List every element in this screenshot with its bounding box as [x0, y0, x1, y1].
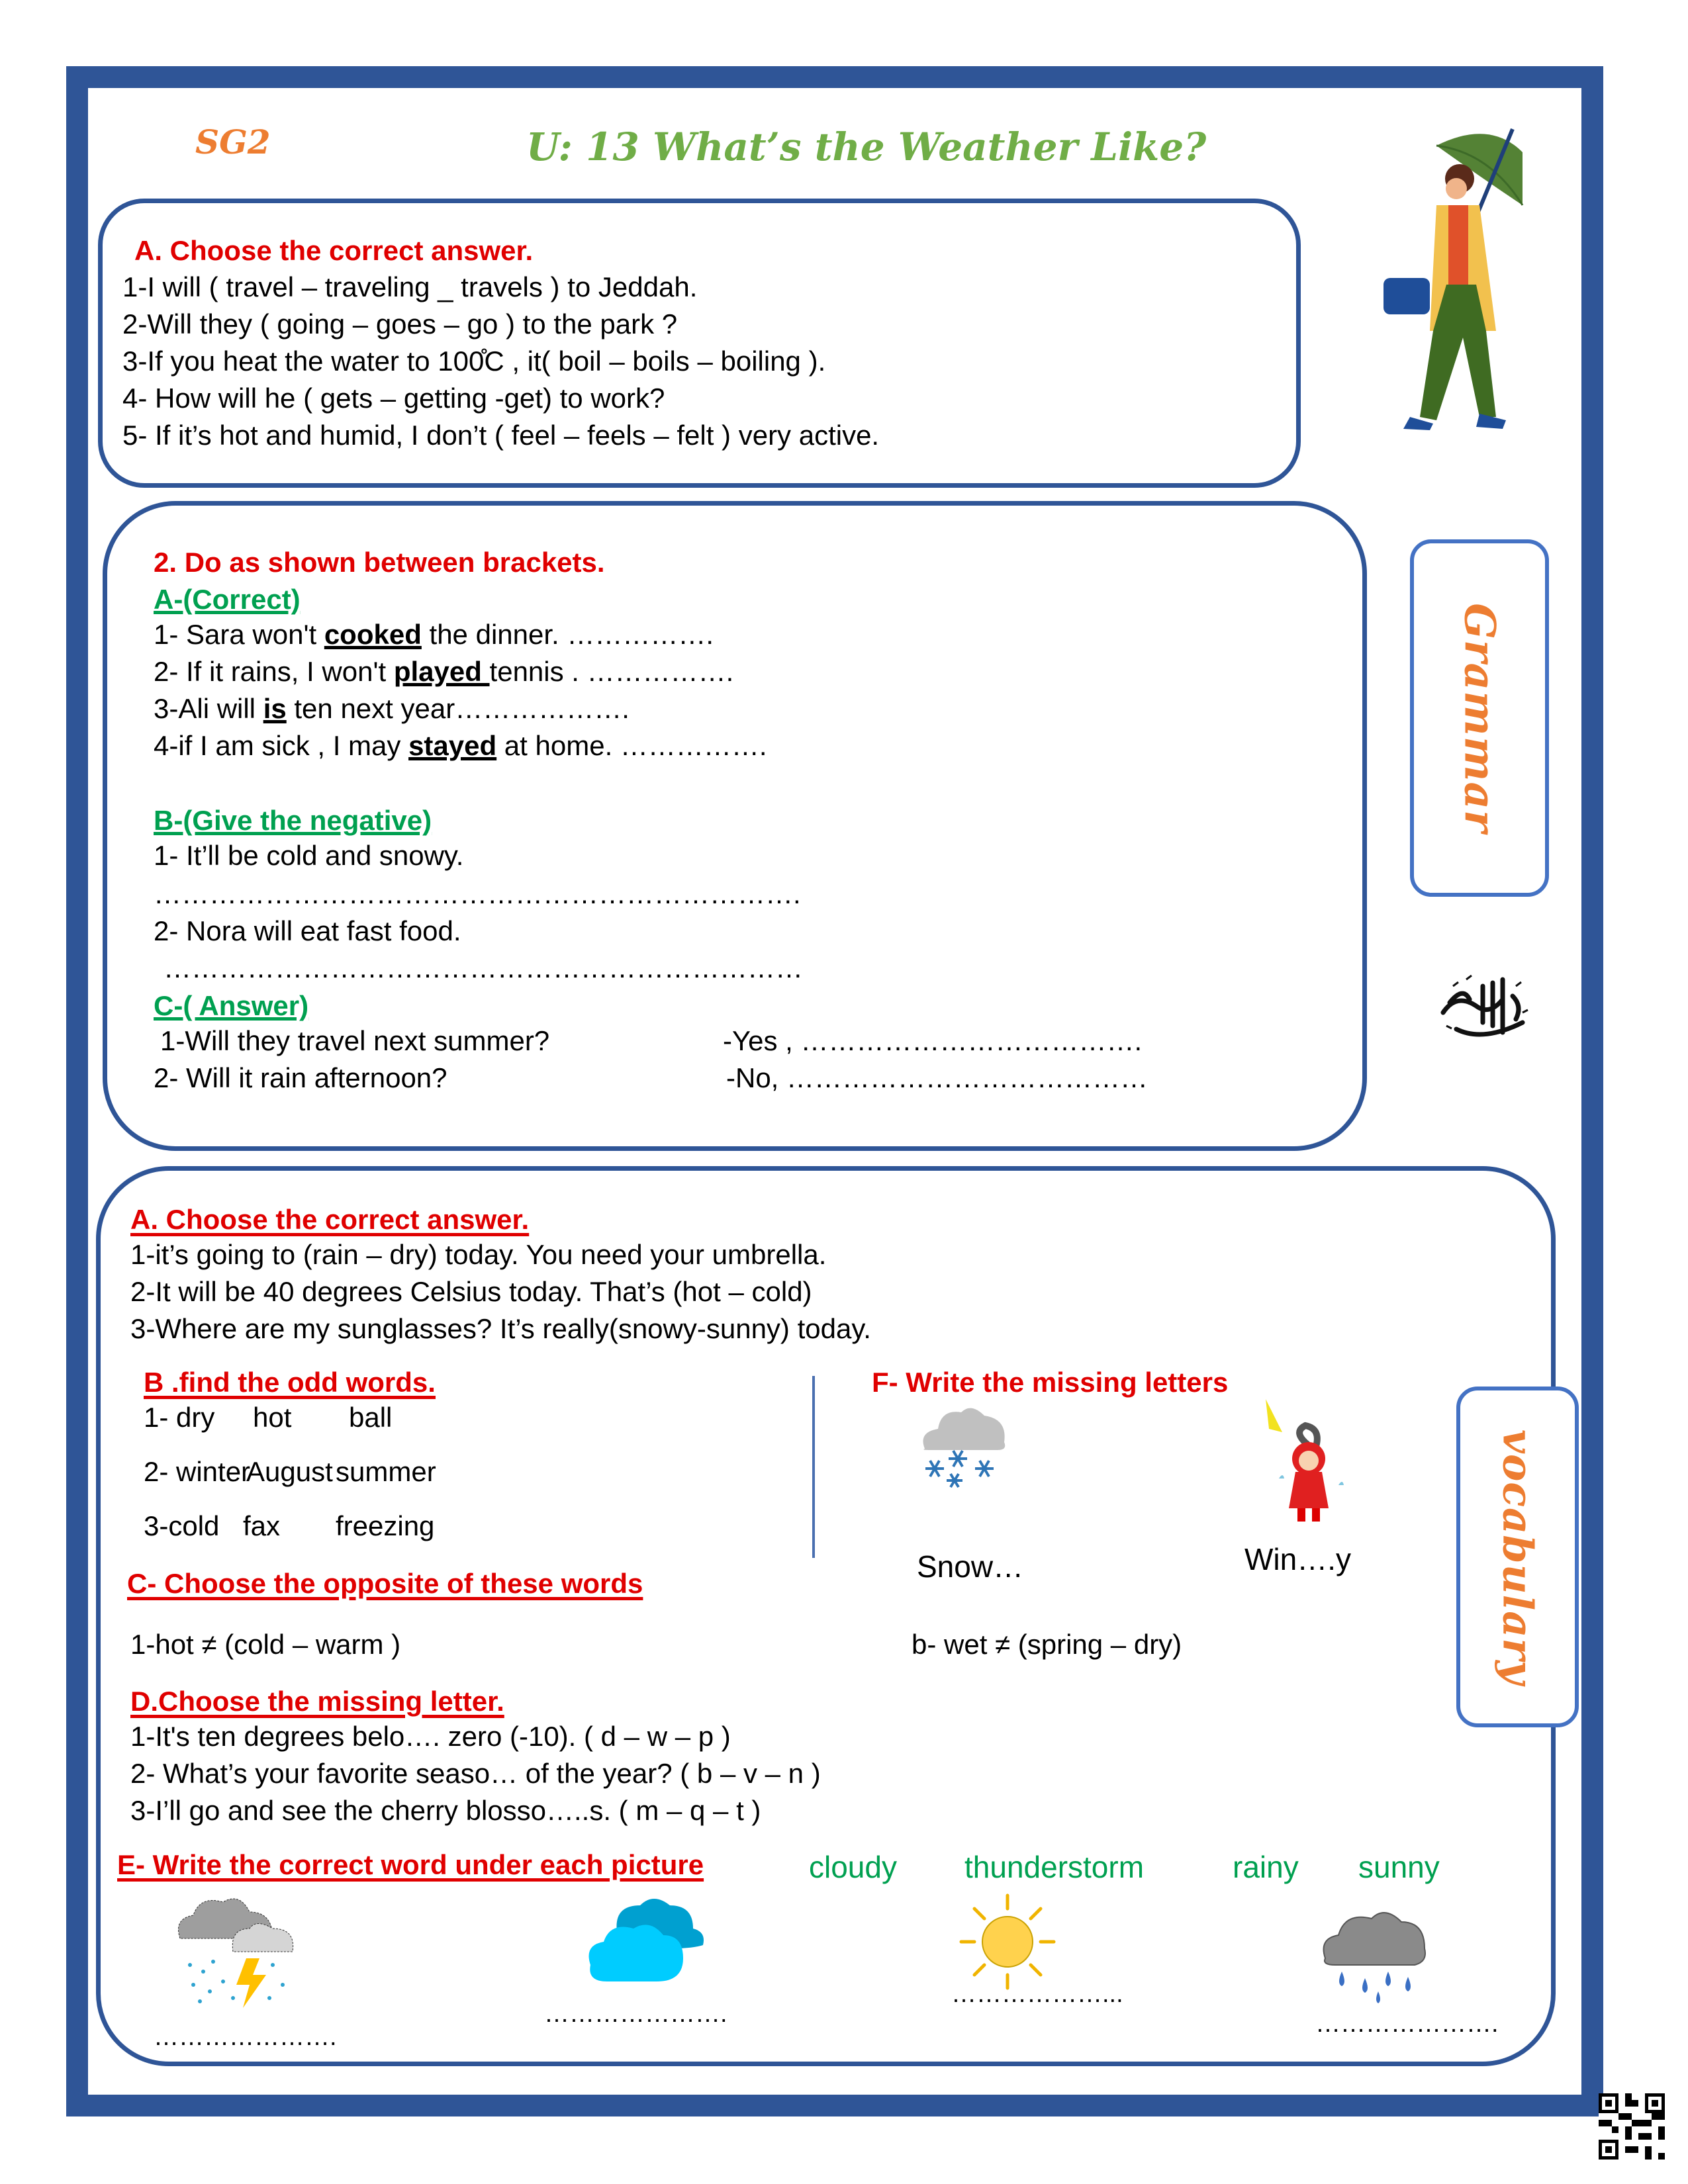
correct-item-4-post: at home. ……………. — [496, 730, 767, 761]
thunderstorm-cloud-icon — [173, 1892, 306, 2011]
question-4: 4- How will he ( gets – getting -get) to work? — [122, 383, 665, 414]
vocab-a-item-3: 3-Where are my sunglasses? It’s really(snowy-sunny) today. — [130, 1313, 871, 1344]
section-vocabulary-box — [96, 1166, 1556, 2066]
word-bank-thunderstorm: thunderstorm — [964, 1850, 1145, 1884]
correct-item-1-error-word: cooked — [324, 619, 422, 650]
page-title: U: 13 What’s the Weather Like? — [526, 124, 1207, 169]
answer-reply-2[interactable]: -No, ………………………………… — [726, 1062, 1149, 1093]
correct-item-2-error-word: played — [393, 656, 490, 687]
picture-2-blank[interactable]: …………………. — [544, 2000, 727, 2028]
missing-letter-item-3: 3-I’ll go and see the cherry blosso…..s. ( m – q – t ) — [130, 1795, 761, 1826]
missing-letters-word-2[interactable]: Win….y — [1244, 1542, 1351, 1576]
missing-letter-item-2: 2- What’s your favorite seaso… of the year? ( b – v – n ) — [130, 1758, 821, 1789]
question-3: 3-If you heat the water to 100̊C , it( boil – boils – boiling ). — [122, 345, 826, 377]
odd-row-1-c[interactable]: ball — [349, 1402, 393, 1433]
calligraphy-emblem-icon — [1430, 966, 1536, 1052]
correct-item-2-pre: 2- If it rains, I won't — [154, 656, 394, 687]
opposite-item-2: b- wet ≠ (spring – dry) — [912, 1629, 1182, 1660]
snow-cloud-icon — [912, 1402, 1017, 1488]
vocabulary-side-label-box — [1456, 1387, 1579, 1727]
negative-item-1: 1- It’ll be cold and snowy. — [154, 840, 464, 871]
correct-item-3-pre: 3-Ali will — [154, 693, 263, 724]
correct-item-3-error-word: is — [263, 693, 287, 724]
vocab-a-item-2: 2-It will be 40 degrees Celsius today. That’s (hot – cold) — [130, 1276, 812, 1307]
part-c-answer-heading: C-( Answer) — [154, 990, 309, 1021]
part-a-correct-heading: A-(Correct) — [154, 584, 301, 615]
question-2: 2-Will they ( going – goes – go ) to the park ? — [122, 308, 678, 340]
section-choose-answer-box — [98, 199, 1301, 488]
missing-letter-item-1: 1-It's ten degrees belo…. zero (-10). ( d – w – p ) — [130, 1721, 731, 1752]
odd-row-2-b[interactable]: August — [246, 1456, 333, 1487]
word-bank-cloudy: cloudy — [809, 1850, 897, 1884]
missing-letter-heading: D.Choose the missing letter. — [130, 1686, 504, 1717]
picture-4-blank[interactable]: …………………. — [1315, 2010, 1499, 2038]
negative-answer-line-1[interactable]: ……………………………………………………………. — [154, 878, 801, 909]
answer-question-1: 1-Will they travel next summer? — [160, 1025, 550, 1056]
correct-item-1-pre: 1- Sara won't — [154, 619, 324, 650]
grammar-side-label: Grammar — [1454, 603, 1505, 833]
correct-item-4 — [154, 732, 767, 760]
answer-question-2: 2- Will it rain afternoon? — [154, 1062, 447, 1093]
correct-item-3 — [154, 695, 630, 723]
vocab-part-a-heading: A. Choose the correct answer. — [130, 1204, 530, 1235]
correct-item-1-post: the dinner. ……………. — [421, 619, 714, 650]
sun-icon — [951, 1892, 1064, 1991]
odd-row-3-c[interactable]: freezing — [336, 1510, 435, 1541]
qr-code-icon[interactable] — [1599, 2093, 1665, 2160]
question-1: 1-I will ( travel – traveling _ travels ) to Jeddah. — [122, 271, 698, 302]
correct-item-4-pre: 4-if I am sick , I may — [154, 730, 409, 761]
odd-row-2-a[interactable]: 2- winter — [144, 1456, 251, 1487]
correct-item-2-post: tennis . ……………. — [489, 656, 734, 687]
vocabulary-side-label: vocabulary — [1493, 1429, 1542, 1685]
word-bank-sunny: sunny — [1358, 1850, 1440, 1884]
picture-1-blank[interactable]: …………………. — [154, 2023, 337, 2051]
correct-item-2 — [154, 658, 733, 686]
column-divider — [812, 1376, 815, 1558]
odd-words-heading: B .find the odd words. — [144, 1367, 436, 1398]
rain-cloud-icon — [1315, 1899, 1434, 2005]
opposite-item-1: 1-hot ≠ (cold – warm ) — [130, 1629, 401, 1660]
correct-item-1 — [154, 621, 714, 649]
part-b-negative-heading: B-(Give the negative) — [154, 805, 432, 836]
negative-answer-line-2[interactable]: …………………………………………………………… — [164, 952, 803, 983]
odd-row-3-a[interactable]: 3-cold — [144, 1510, 220, 1541]
windy-girl-icon — [1246, 1392, 1358, 1525]
odd-row-2-c[interactable]: summer — [336, 1456, 436, 1487]
odd-row-1-a[interactable]: 1- dry — [144, 1402, 215, 1433]
answer-reply-1[interactable]: -Yes , ………………………………. — [723, 1025, 1143, 1056]
grammar-side-label-box — [1410, 539, 1549, 897]
worksheet-code: SG2 — [195, 122, 271, 161]
opposite-heading: C- Choose the opposite of these words — [127, 1568, 643, 1599]
picture-words-heading: E- Write the correct word under each picture — [117, 1849, 704, 1880]
correct-item-3-post: ten next year………………. — [286, 693, 630, 724]
odd-row-1-b[interactable]: hot — [253, 1402, 292, 1433]
man-with-umbrella-icon — [1364, 113, 1562, 443]
section1-heading: A. Choose the correct answer. — [134, 235, 534, 266]
picture-3-blank[interactable]: ………………... — [951, 1980, 1123, 2008]
odd-row-3-b[interactable]: fax — [243, 1510, 281, 1541]
blue-cloud-icon — [584, 1892, 716, 1991]
missing-letters-word-1[interactable]: Snow… — [917, 1549, 1024, 1584]
question-5: 5- If it’s hot and humid, I don’t ( feel – feels – felt ) very active. — [122, 420, 880, 451]
correct-item-4-error-word: stayed — [408, 730, 497, 761]
word-bank-rainy: rainy — [1233, 1850, 1299, 1884]
missing-letters-heading: F- Write the missing letters — [872, 1367, 1229, 1398]
negative-item-2: 2- Nora will eat fast food. — [154, 915, 461, 946]
vocab-a-item-1: 1-it’s going to (rain – dry) today. You need your umbrella. — [130, 1239, 827, 1270]
section2-heading: 2. Do as shown between brackets. — [154, 547, 605, 578]
section-do-as-shown-box — [103, 501, 1367, 1151]
